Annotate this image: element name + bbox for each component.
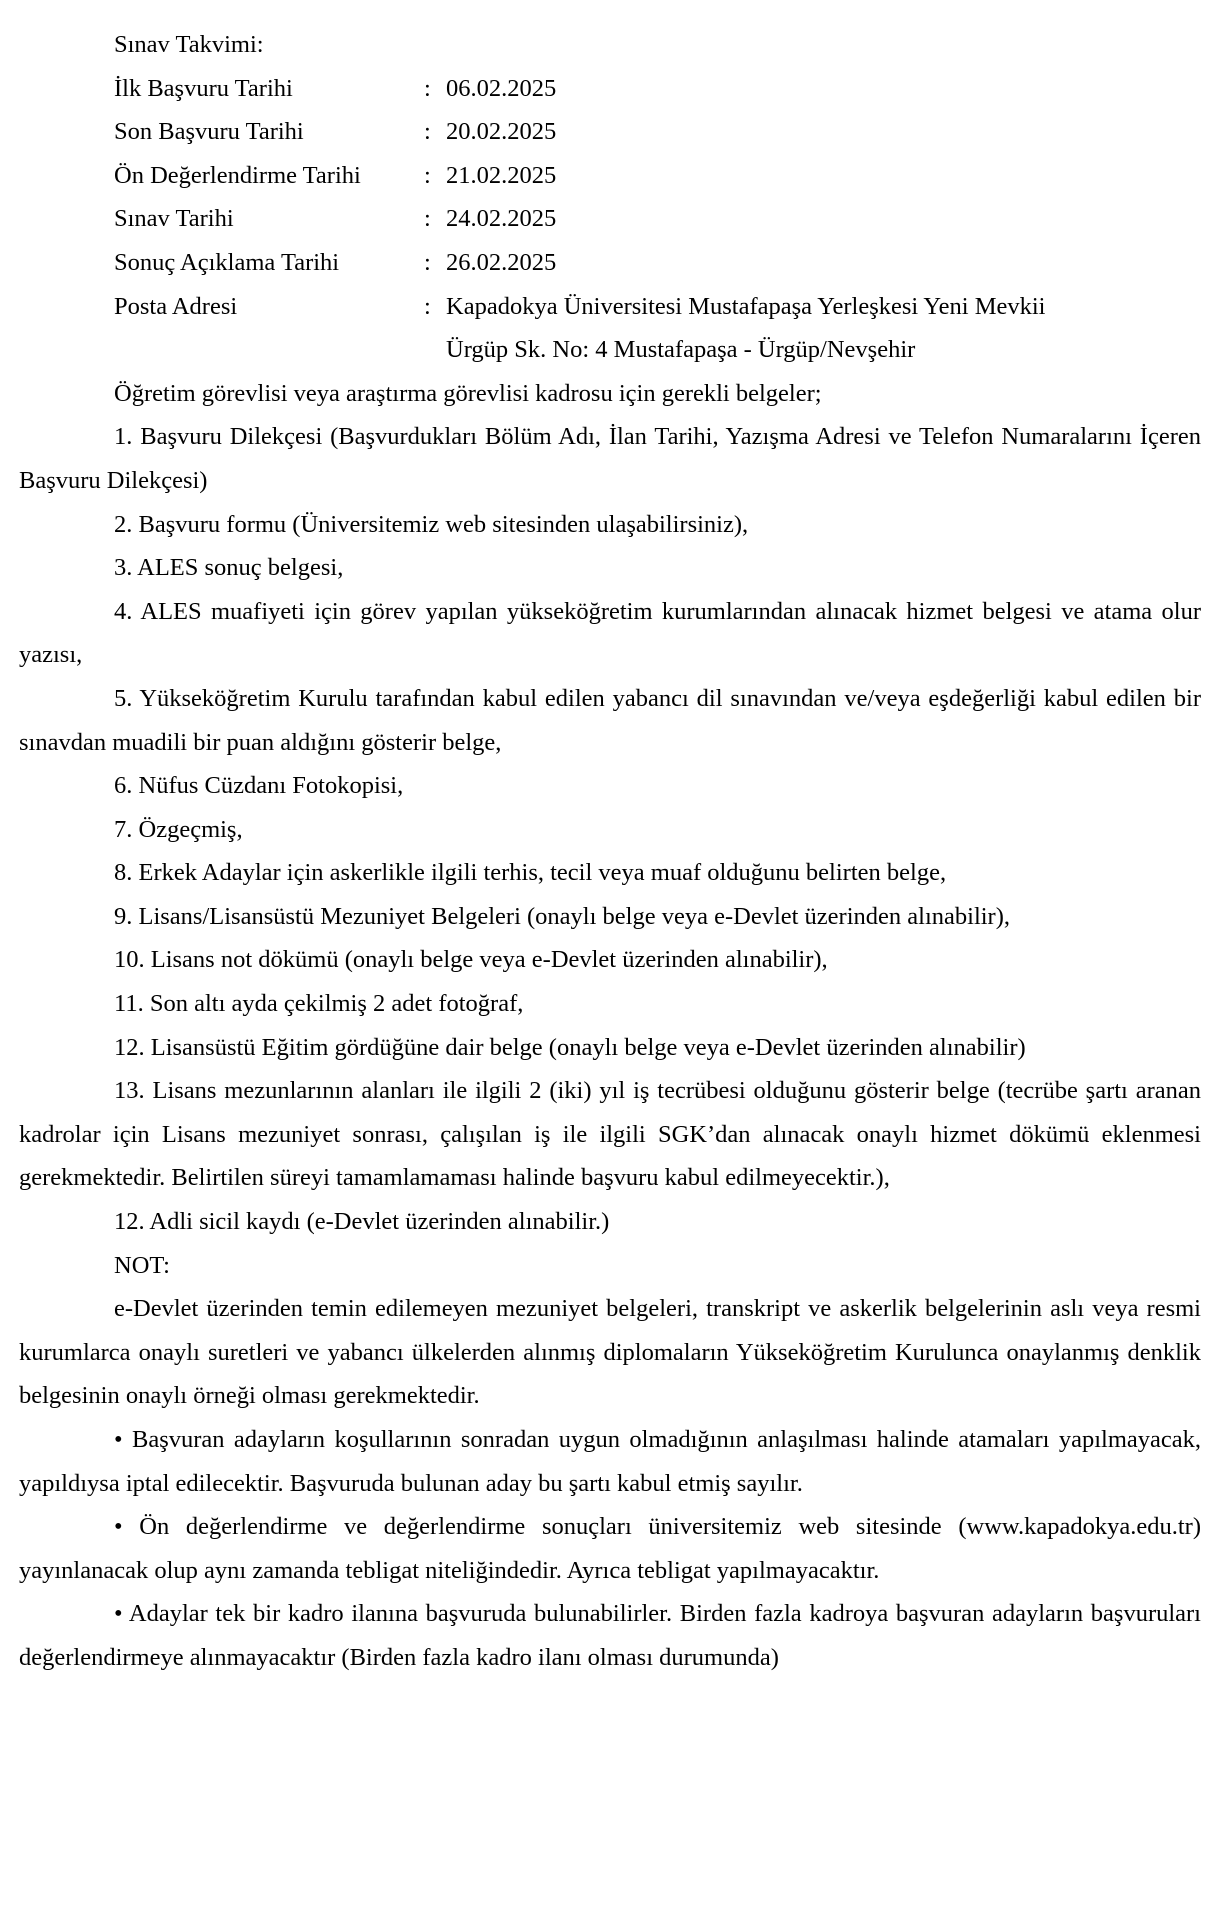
notes-paragraph: e-Devlet üzerinden temin edilemeyen mezuniyet belgeleri, transkript ve askerlik belgelerinin aslı veya resmi kurumlarca onaylı suretleri ve yabancı ülkelerden alınmış diplomaların Yükseköğretim Kurulunca onaylanmış denklik belgesinin onaylı örneği olması gerekmektedir. [19,1295,1201,1410]
document-item: 8. Erkek Adaylar için askerlikle ilgili terhis, tecil veya muaf olduğunu belirten belge, [114,859,947,887]
document-item: 13. Lisans mezunlarının alanları ile ilgili 2 (iki) yıl iş tecrübesi olduğunu gösterir belge (tecrübe şartı aranan kadrolar için Lisans mezuniyet sonrası, çalışılan iş ile ilgili SGK’dan alınacak onaylı hizmet dökümü eklenmesi gerekmektedir. Belirtilen süreyi tamamlamaması halinde başvuru kabul edilmeyecektir.), [19,1077,1201,1192]
schedule-value: 20.02.2025 [446,118,557,146]
schedule-value: 06.02.2025 [446,74,557,102]
schedule-value: 26.02.2025 [446,248,557,276]
document-item: 5. Yükseköğretim Kurulu tarafından kabul edilen yabancı dil sınavından ve/veya eşdeğerliği kabul edilen bir sınavdan muadili bir puan aldığını gösterir belge, [19,684,1201,756]
postal-address-continuation: Ürgüp Sk. No: 4 Mustafapaşa - Ürgüp/Nevşehir [446,336,916,364]
schedule-colon: : [424,292,431,320]
schedule-colon: : [424,74,431,102]
schedule-row-exam-date [19,197,1201,241]
schedule-row-pre-evaluation [19,154,1201,198]
document-item: 3. ALES sonuç belgesi, [114,554,344,582]
schedule-colon: : [424,248,431,276]
notes-bullet: • Ön değerlendirme ve değerlendirme sonuçları üniversitemiz web sitesinde (www.kapadokya.edu.tr) yayınlanacak olup aynı zamanda tebligat niteliğindedir. Ayrıca tebligat yapılmayacaktır. [19,1513,1201,1584]
schedule-label: Ön Değerlendirme Tarihi [114,161,361,189]
schedule-value: Kapadokya Üniversitesi Mustafapaşa Yerleşkesi Yeni Mevkii [446,292,1046,320]
document-item: 12. Lisansüstü Eğitim gördüğüne dair belge (onaylı belge veya e-Devlet üzerinden alınabilir) [114,1033,1026,1061]
notes-bullet: • Başvuran adayların koşullarının sonradan uygun olmadığının anlaşılması halinde atamaları yapılmayacak, yapıldıysa iptal edilecektir. Başvuruda bulunan aday bu şartı kabul etmiş sayılır. [19,1426,1201,1497]
schedule-label: Posta Adresi [114,292,238,320]
document-item: 10. Lisans not dökümü (onaylı belge veya e-Devlet üzerinden alınabilir), [114,946,828,974]
document-item: 12. Adli sicil kaydı (e-Devlet üzerinden alınabilir.) [114,1208,610,1236]
schedule-label: İlk Başvuru Tarihi [114,74,293,102]
schedule-value: 21.02.2025 [446,161,557,189]
schedule-row-results [19,241,1201,285]
document-item: 7. Özgeçmiş, [114,815,243,843]
document-item: 9. Lisans/Lisansüstü Mezuniyet Belgeleri (onaylı belge veya e-Devlet üzerinden alınabilir), [114,902,1010,930]
schedule-label: Son Başvuru Tarihi [114,118,304,146]
schedule-row-postal-address [19,285,1201,329]
schedule-value: 24.02.2025 [446,205,557,233]
schedule-label: Sonuç Açıklama Tarihi [114,248,340,276]
notes-bullet: • Adaylar tek bir kadro ilanına başvuruda bulunabilirler. Birden fazla kadroya başvuran adayların başvuruları değerlendirmeye alınmayacaktır (Birden fazla kadro ilanı olması durumunda) [19,1600,1201,1671]
notes-heading: NOT: [114,1251,170,1279]
schedule-row-last-application [19,110,1201,154]
schedule-label: Sınav Tarihi [114,205,234,233]
schedule-colon: : [424,205,431,233]
schedule-row-first-application [19,67,1201,111]
document-item: 4. ALES muafiyeti için görev yapılan yükseköğretim kurumlarından alınacak hizmet belgesi ve atama olur yazısı, [19,597,1201,669]
documents-intro: Öğretim görevlisi veya araştırma görevlisi kadrosu için gerekli belgeler; [114,379,822,407]
document-item: 6. Nüfus Cüzdanı Fotokopisi, [114,772,404,800]
schedule-colon: : [424,118,431,146]
schedule-colon: : [424,161,431,189]
document-item: 1. Başvuru Dilekçesi (Başvurdukları Bölüm Adı, İlan Tarihi, Yazışma Adresi ve Telefon Numaralarını İçeren Başvuru Dilekçesi) [19,423,1201,494]
document-item: 2. Başvuru formu (Üniversitemiz web sitesinden ulaşabilirsiniz), [114,510,749,538]
document-item: 11. Son altı ayda çekilmiş 2 adet fotoğraf, [114,990,524,1018]
schedule-heading: Sınav Takvimi: [114,31,264,58]
